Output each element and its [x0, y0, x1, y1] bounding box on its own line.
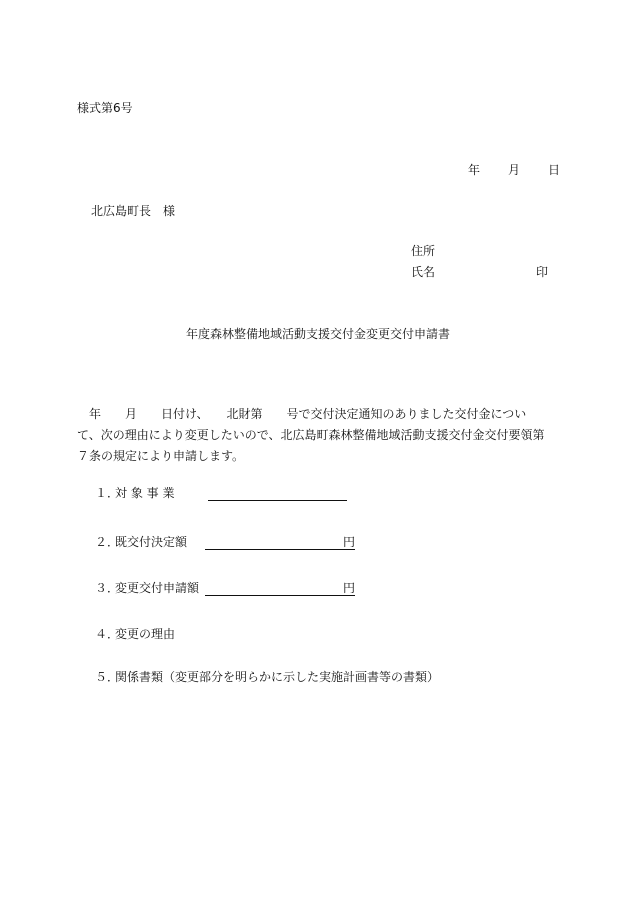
item-2-unit: 円	[343, 535, 356, 549]
date-line	[468, 162, 560, 178]
item-3-unit: 円	[343, 581, 356, 595]
body-line-3: ７条の規定により申請します。	[77, 449, 245, 463]
seal-mark: 印	[536, 265, 549, 279]
form-number: 様式第6号	[77, 101, 133, 115]
item-label: 既交付決定額	[115, 535, 188, 549]
body-line-2: て、次の理由により変更したいので、北広島町森林整備地域活動支援交付金交付要領第	[77, 428, 545, 442]
body-text	[77, 404, 559, 467]
item-number: １．	[95, 486, 120, 500]
item-1-fill-line	[208, 485, 347, 501]
item-2	[95, 534, 187, 550]
item-3-fill-line	[205, 580, 355, 596]
item-label: 変更交付申請額	[115, 581, 200, 595]
date-day: 日	[548, 163, 561, 177]
item-number: ２．	[95, 535, 120, 549]
name-label: 氏名	[411, 265, 436, 279]
item-3	[95, 580, 199, 596]
document-title: 年度森林整備地域活動支援交付金変更交付申請書	[186, 327, 451, 341]
date-month: 月	[508, 163, 521, 177]
body-line-1: 年 月 日付け、 北財第 号で交付決定通知のありました交付金につい	[77, 407, 527, 421]
item-1	[95, 485, 174, 501]
item-number: ３．	[95, 581, 120, 595]
item-4	[95, 626, 175, 642]
addressee: 北広島町長 様	[91, 204, 176, 218]
item-label: 関係書類（変更部分を明らかに示した実施計画書等の書類）	[115, 670, 440, 684]
item-5	[95, 669, 439, 685]
address-label: 住所	[411, 244, 436, 258]
item-2-fill-line	[205, 534, 355, 550]
item-label: 変更の理由	[115, 627, 176, 641]
item-number: ５．	[95, 670, 120, 684]
item-number: ４．	[95, 627, 120, 641]
date-year: 年	[468, 163, 481, 177]
item-label: 対 象 事 業	[115, 486, 175, 500]
